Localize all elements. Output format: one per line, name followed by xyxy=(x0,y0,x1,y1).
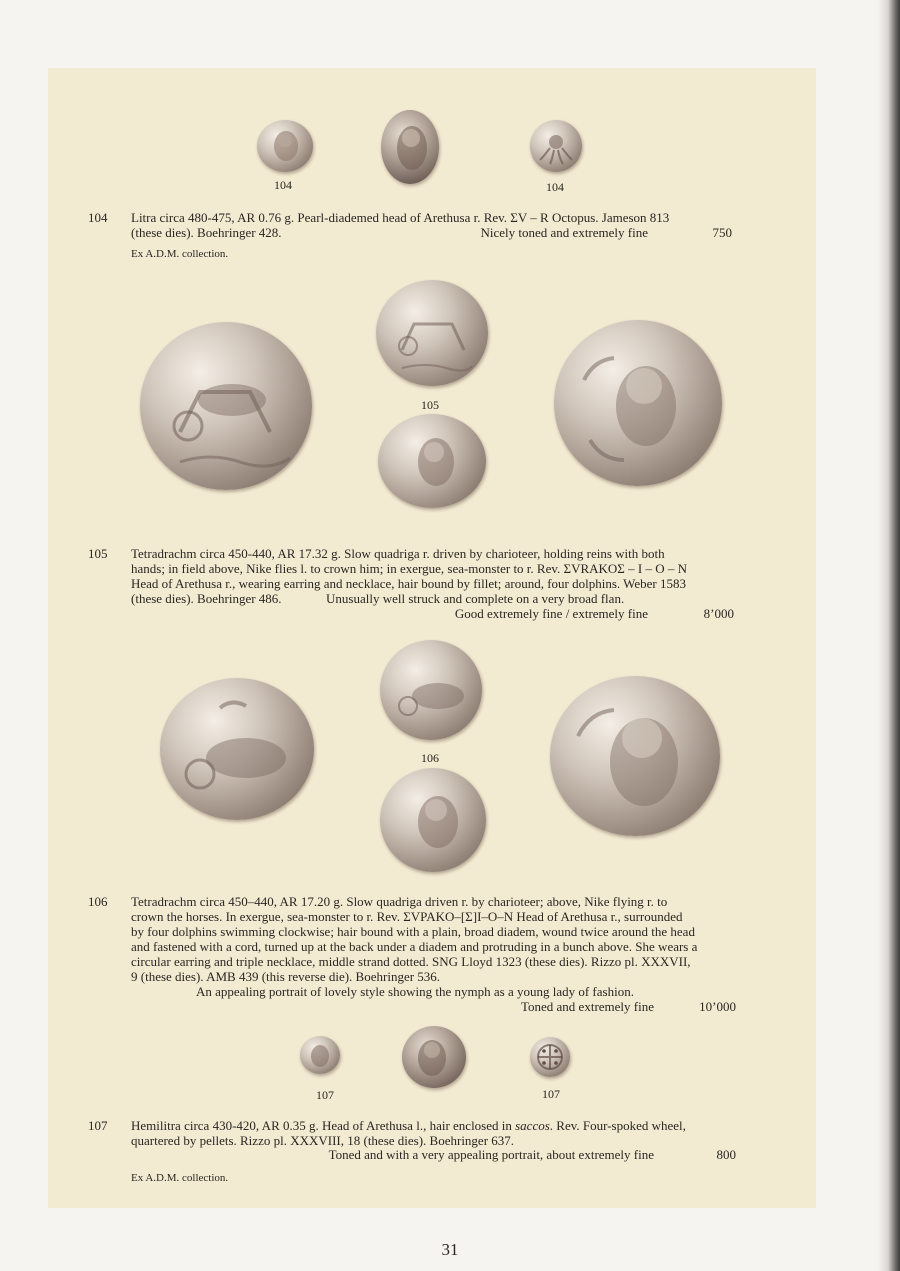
head-of-arethusa-icon xyxy=(381,110,439,184)
provenance: Ex A.D.M. collection. xyxy=(131,1172,229,1184)
lot-106-image-label: 106 xyxy=(421,751,439,765)
lot-price: 10’000 xyxy=(699,999,736,1014)
book-spine-shadow xyxy=(878,0,900,1271)
head-of-arethusa-icon xyxy=(550,676,720,836)
page-number: 31 xyxy=(441,1240,459,1259)
description-line: by four dolphins swimming clockwise; hair bound with a plain, broad diadem, wound twice around the head xyxy=(131,924,695,939)
lot-107-coin-enlarged xyxy=(402,1026,466,1088)
lot-remark xyxy=(196,984,634,999)
lot-price: 800 xyxy=(716,1147,736,1162)
lot-107-coin-reverse xyxy=(530,1037,570,1077)
octopus-icon xyxy=(530,120,582,172)
lot-104-coin-reverse xyxy=(530,120,582,172)
lot-grade: Nicely toned and extremely fine xyxy=(480,225,648,240)
quadriga-icon xyxy=(160,678,314,820)
four-spoked-wheel-icon xyxy=(530,1037,570,1077)
lot-number: 106 xyxy=(88,894,108,909)
lot-105-reverse-enlarged xyxy=(554,320,722,486)
lot-106-obverse xyxy=(380,640,482,740)
description-line: and fastened with a cord, turned up at the back under a diadem and protruding in a bunch above. She wears a xyxy=(131,939,698,954)
lot-price: 8’000 xyxy=(703,606,734,621)
head-of-arethusa-icon xyxy=(257,120,313,172)
lot-104-coin-obverse xyxy=(257,120,313,172)
lot-107-image-label-right: 107 xyxy=(542,1087,560,1101)
lot-104-image-label-left: 104 xyxy=(274,178,292,192)
description-text: . Rev. Four-spoked wheel, xyxy=(549,1118,686,1133)
description-italic-text: saccos xyxy=(515,1118,550,1133)
quadriga-icon xyxy=(380,640,482,740)
lot-number: 107 xyxy=(88,1118,108,1133)
description-line: (these dies). Boehringer 428. xyxy=(131,225,282,240)
lot-105-obverse xyxy=(376,280,488,386)
lot-number: 105 xyxy=(88,546,108,561)
remark-text: An appealing portrait of lovely style showing the nymph as a young lady of fashion. xyxy=(196,984,634,999)
description-line: hands; in field above, Nike flies l. to crown him; in exergue, sea-monster to r. Rev. ΣVRAKOΣ – I – O – N xyxy=(131,561,687,576)
lot-107-coin-obverse xyxy=(300,1036,340,1074)
lot-104-coin-enlarged xyxy=(381,110,439,184)
description-line: Head of Arethusa r., wearing earring and necklace, hair bound by fillet; around, four dolphins. Weber 1583 xyxy=(131,576,687,591)
lot-price: 750 xyxy=(712,225,732,240)
head-of-arethusa-icon xyxy=(378,414,486,508)
lot-grade: Good extremely fine / extremely fine xyxy=(454,606,648,621)
lot-106-obverse-enlarged xyxy=(160,678,314,820)
lot-105-image-label: 105 xyxy=(421,398,439,412)
description-line: 9 (these dies). AMB 439 (this reverse die). Boehringer 536. xyxy=(131,969,441,984)
lot-description xyxy=(131,894,697,984)
lot-description xyxy=(131,1118,686,1148)
provenance: Ex A.D.M. collection. xyxy=(131,248,229,260)
lot-remark xyxy=(326,591,624,606)
lot-107-image-label-left: 107 xyxy=(316,1088,334,1102)
quadriga-icon xyxy=(376,280,488,386)
lot-number: 104 xyxy=(88,210,108,225)
head-of-arethusa-icon xyxy=(380,768,486,872)
lot-105-reverse xyxy=(378,414,486,508)
lot-104-image-label-right: 104 xyxy=(546,180,564,194)
description-line: crown the horses. In exergue, sea-monster to r. Rev. ΣVPAKO–[Σ]I–O–N Head of Arethusa r., surrounded xyxy=(131,909,683,924)
head-of-arethusa-icon xyxy=(554,320,722,486)
lot-106-reverse-enlarged xyxy=(550,676,720,836)
head-of-arethusa-icon xyxy=(300,1036,340,1074)
description-text: Hemilitra circa 430-420, AR 0.35 g. Head of Arethusa l., hair enclosed in xyxy=(131,1118,516,1133)
description-line: (these dies). Boehringer 486. xyxy=(131,591,282,606)
description-line: circular earring and triple necklace, middle strand dotted. SNG Lloyd 1323 (these dies). Rizzo pl. XXXVII, xyxy=(131,954,691,969)
description-line: Litra circa 480-475, AR 0.76 g. Pearl-diademed head of Arethusa r. Rev. ΣV – R Octopus. Jameson 813 xyxy=(131,210,670,225)
remark-text: Unusually well struck and complete on a very broad flan. xyxy=(326,591,625,606)
description-line xyxy=(131,1118,686,1133)
lot-105-obverse-enlarged xyxy=(140,322,312,490)
description-line: Tetradrachm circa 450–440, AR 17.20 g. Slow quadriga driven r. by charioteer; above, Nike flying r. to xyxy=(131,894,668,909)
lot-grade: Toned and extremely fine xyxy=(520,999,654,1014)
head-of-arethusa-icon xyxy=(402,1026,466,1088)
lot-grade: Toned and with a very appealing portrait, about extremely fine xyxy=(328,1147,654,1162)
quadriga-icon xyxy=(140,322,312,490)
description-line: Tetradrachm circa 450-440, AR 17.32 g. Slow quadriga r. driven by charioteer, holding reins with both xyxy=(131,546,665,561)
lot-106-reverse xyxy=(380,768,486,872)
description-line: quartered by pellets. Rizzo pl. XXXVIII, 18 (these dies). Boehringer 637. xyxy=(131,1133,515,1148)
